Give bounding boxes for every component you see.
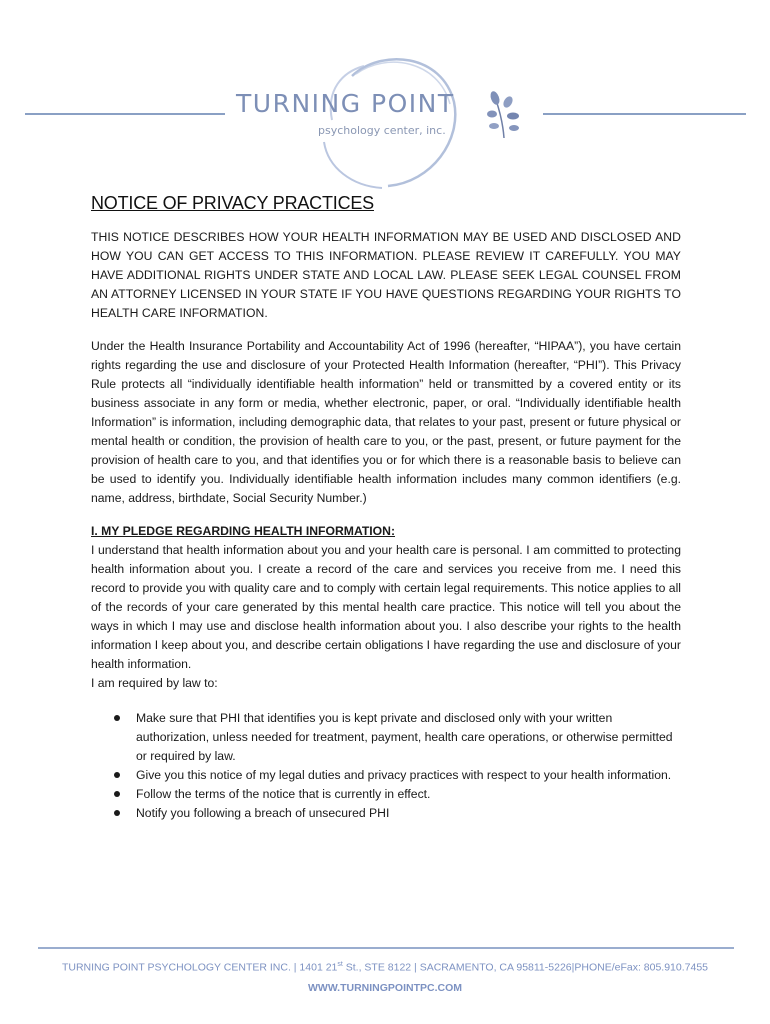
page-title: NOTICE OF PRIVACY PRACTICES (91, 193, 374, 213)
list-item-text: Make sure that PHI that identifies you is kept private and disclosed only with your written authorization, unless needed for treatment, payment, health care operations, or otherwise permitted or required by law. (136, 711, 673, 763)
leaf-sprig-icon (486, 88, 522, 140)
bullet-icon (114, 810, 120, 816)
list-item-text: Notify you following a breach of unsecured PHI (136, 806, 390, 820)
bullet-icon (114, 715, 120, 721)
list-item (114, 766, 681, 785)
bullet-icon (114, 772, 120, 778)
list-item (114, 709, 681, 766)
logo-circle-icon (312, 50, 462, 195)
section-heading-pledge: I. MY PLEDGE REGARDING HEALTH INFORMATION: (91, 524, 396, 538)
list-item (114, 804, 681, 823)
brand-name: TURNING POINT (236, 89, 455, 118)
header-rule-left (25, 113, 225, 115)
footer-address-part: St., STE 8122 | SACRAMENTO, CA 95811-5226|PHONE/eFax: 805.910.7455 (342, 961, 709, 974)
hipaa-paragraph: Under the Health Insurance Portability and Accountability Act of 1996 (hereafter, “HIPAA”), you have certain rights regarding the use and disclosure of your Protected Health Information (hereafter, “PHI”). This Privacy Rule protects all “individually identifiable health information” held or transmitted by a covered entity or its business associate in any form or media, whether electronic, paper, or oral. “Individually identifiable health Information” is information, including demographic data, that relates to your past, present or future physical or mental health or condition, the provision of health care to you, or the past, present, or future payment for the provision of health care to you, and that identifies you or for which there is a reasonable basis to believe can be used to identify you. Individually identifiable health information includes many common identifiers (e.g. name, address, birthdate, Social Security Number.) (91, 339, 681, 505)
obligations-list (91, 709, 681, 823)
footer-address-superscript: st (337, 961, 343, 968)
footer-address (0, 961, 770, 974)
list-item (114, 785, 681, 804)
required-by-law-text: I am required by law to: (91, 676, 218, 690)
bullet-icon (114, 791, 120, 797)
footer-rule (38, 947, 734, 949)
header-rule-right (543, 113, 746, 115)
pledge-paragraph: I understand that health information about you and your health care is personal. I am committed to protecting health information about you. I create a record of the care and services you receive from me. I need this record to provide you with quality care and to comply with certain legal requirements. This notice applies to all of the records of your care generated by this mental health care practice. This notice will tell you about the ways in which I may use and disclose health information about you. I also describe your rights to the health information I keep about you, and describe certain obligations I have regarding the use and disclosure of your health information. (91, 543, 681, 671)
intro-paragraph: THIS NOTICE DESCRIBES HOW YOUR HEALTH INFORMATION MAY BE USED AND DISCLOSED AND HOW YOU CAN GET ACCESS TO THIS INFORMATION. PLEASE REVIEW IT CAREFULLY. YOU MAY HAVE ADDITIONAL RIGHTS UNDER STATE AND LOCAL LAW. PLEASE SEEK LEGAL COUNSEL FROM AN ATTORNEY LICENSED IN YOUR STATE IF YOU HAVE QUESTIONS REGARDING YOUR RIGHTS TO HEALTH CARE INFORMATION. (91, 230, 681, 320)
list-item-text: Give you this notice of my legal duties and privacy practices with respect to your health information. (136, 768, 672, 782)
brand-subtitle: psychology center, inc. (318, 124, 446, 137)
footer-address-part: TURNING POINT PSYCHOLOGY CENTER INC. | 1401 21 (61, 961, 338, 974)
list-item-text: Follow the terms of the notice that is currently in effect. (136, 787, 431, 801)
notice-body (91, 193, 681, 823)
footer-website-link[interactable]: WWW.TURNINGPOINTPC.COM (308, 982, 462, 994)
